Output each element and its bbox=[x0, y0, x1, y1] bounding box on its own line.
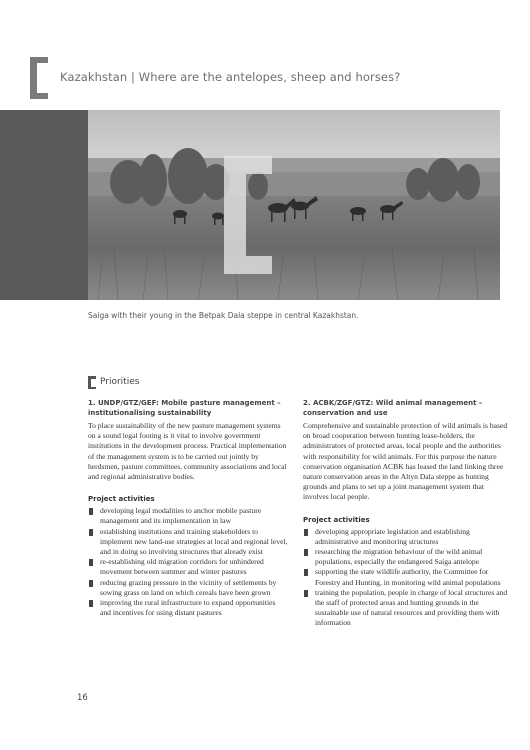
right-column bbox=[303, 398, 508, 629]
bullet-icon bbox=[89, 600, 93, 607]
list-item bbox=[88, 527, 288, 558]
page-title: Kazakhstan | Where are the antelopes, sheep and horses? bbox=[60, 70, 401, 84]
steppe-photo bbox=[88, 110, 500, 300]
list-item-text: supporting the state wildlife authority, the Committee for Forestry and Hunting, in monitoring wild animal populations bbox=[315, 567, 501, 587]
list-item-text: reducing grazing pressure in the vicinity of settlements by sowing grass on land on which cereals have been grown bbox=[100, 577, 277, 597]
list-item bbox=[303, 588, 508, 629]
list-item-text: researching the migration behaviour of the wild animal populations, especially the endangered Saiga antelope bbox=[315, 547, 483, 567]
section-bracket-mark bbox=[88, 376, 96, 389]
bullet-icon bbox=[304, 590, 308, 597]
list-item-text: improving the rural infrastructure to expand opportunities and incentives for using distant pastures bbox=[100, 598, 276, 618]
bullet-icon bbox=[304, 569, 308, 576]
list-item-text: training the population, people in charge of local structures and the staff of protected areas and hunting grounds in the sustainable use of natural resources and providing them with information bbox=[315, 587, 508, 628]
left-heading: 1. UNDP/GTZ/GEF: Mobile pasture management – institutionalising sustainability bbox=[88, 399, 281, 417]
photo-caption: Saiga with their young in the Betpak Dala steppe in central Kazakhstan. bbox=[88, 311, 359, 320]
list-item bbox=[88, 598, 288, 618]
bullet-icon bbox=[304, 549, 308, 556]
bullet-icon bbox=[89, 580, 93, 587]
list-item bbox=[303, 527, 508, 547]
right-body: Comprehensive and sustainable protection of wild animals is based on broad cooperation between hunting lease-holders, the administrators of protected areas, local people and the authorities with responsibility for wild animals. For this purpose the nature conservation organisation ACBK has leased the land linking three nature conservation areas in the Altyn Dala steppe as hunting grounds and plans to set up a joint management system that involves local people. bbox=[303, 421, 508, 502]
right-heading: 2. ACBK/ZGF/GTZ: Wild animal management – conservation and use bbox=[303, 399, 483, 417]
left-activities-list bbox=[88, 506, 288, 618]
section-label: Priorities bbox=[100, 377, 140, 387]
list-item-text: developing appropriate legislation and establishing administrative and monitoring structures bbox=[315, 526, 470, 546]
list-item bbox=[303, 547, 508, 567]
bullet-icon bbox=[304, 529, 308, 536]
header-bracket-mark bbox=[30, 57, 48, 99]
bullet-icon bbox=[89, 508, 93, 515]
right-activities-list bbox=[303, 527, 508, 629]
right-activities-label: Project activities bbox=[303, 515, 370, 524]
list-item-text: re-establishing old migration corridors for unhindered movement between summer and winter pastures bbox=[100, 557, 264, 577]
left-body: To place sustainability of the new pasture management systems on a sound legal footing is it vital to involve government institutions in the development process. Practical implementation of the management system is to be carried out jointly by herdsmen, pasture committees, community associations and local and regional administrative bodies. bbox=[88, 421, 287, 482]
list-item bbox=[88, 578, 288, 598]
page-number: 16 bbox=[77, 693, 88, 703]
left-activities-label: Project activities bbox=[88, 495, 155, 504]
bullet-icon bbox=[89, 529, 93, 536]
bullet-icon bbox=[89, 559, 93, 566]
list-item-text: establishing institutions and training stakeholders to implement new land-use strategies at local and regional level, and in doing so involving structures that already exist bbox=[100, 526, 288, 557]
left-column bbox=[88, 398, 288, 618]
list-item bbox=[88, 557, 288, 577]
list-item-text: developing legal modalities to anchor mobile pasture management and its implementation in law bbox=[100, 506, 262, 526]
photo-side-band bbox=[0, 110, 88, 300]
list-item bbox=[303, 567, 508, 587]
list-item bbox=[88, 506, 288, 526]
